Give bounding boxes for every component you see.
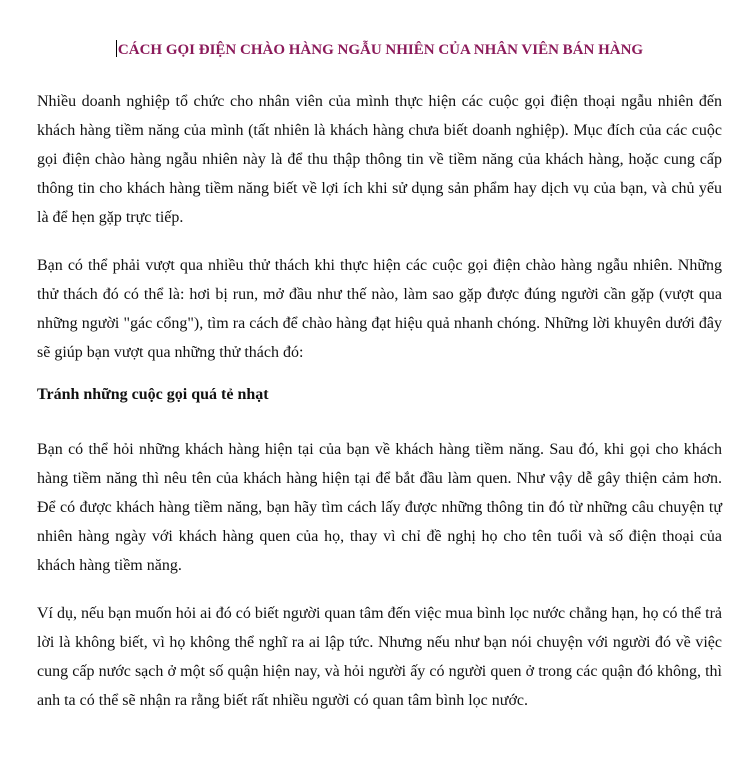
paragraph-intro: Nhiều doanh nghiệp tổ chức cho nhân viên của mình thực hiện các cuộc gọi điện thoại ngẫu nhiên đến khách hàng tiềm năng của mình (tất nhiên là khách hàng chưa biết doanh nghiệp). Mục đích của các cuộc gọi điện chào hàng ngẫu nhiên này là để thu thập thông tin về tiềm năng của khách hàng, hoặc cung cấp thông tin cho khách hàng tiềm năng biết về lợi ích khi sử dụng sản phẩm hay dịch vụ của bạn, và chủ yếu là để hẹn gặp trực tiếp. (37, 93, 722, 226)
text-cursor (116, 40, 117, 57)
paragraph-ask-customers: Bạn có thể hỏi những khách hàng hiện tại của bạn về khách hàng tiềm năng. Sau đó, khi gọi cho khách hàng tiềm năng thì nêu tên của khách hàng hiện tại để bắt đầu làm quen. Như vậy dễ gây thiện cảm hơn. Để có được khách hàng tiềm năng, bạn hãy tìm cách lấy được những thông tin đó từ những câu chuyện tự nhiên hàng ngày với khách hàng quen của họ, thay vì chỉ đề nghị họ cho tên tuổi và số điện thoại của khách hàng tiềm năng. (37, 441, 722, 574)
title-block (37, 40, 722, 59)
document-title: CÁCH GỌI ĐIỆN CHÀO HÀNG NGẪU NHIÊN CỦA NHÂN VIÊN BÁN HÀNG (117, 42, 644, 58)
paragraph-challenges: Bạn có thể phải vượt qua nhiều thử thách khi thực hiện các cuộc gọi điện chào hàng ngẫu nhiên. Những thử thách đó có thể là: hơi bị run, mở đầu như thế nào, làm sao gặp được đúng người cần gặp (vượt qua những người "gác cổng"), tìm ra cách để chào hàng đạt hiệu quả nhanh chóng. Những lời khuyên dưới đây sẽ giúp bạn vượt qua những thử thách đó: (37, 257, 722, 361)
paragraph-example: Ví dụ, nếu bạn muốn hỏi ai đó có biết người quan tâm đến việc mua bình lọc nước chẳng hạn, họ có thể trả lời là không biết, vì họ không thể nghĩ ra ai lập tức. Nhưng nếu như bạn nói chuyện với người đó về việc cung cấp nước sạch ở một số quận hiện nay, và hỏi người ấy có người quen ở trong các quận đó không, thì anh ta có thể sẽ nhận ra rằng biết rất nhiều người có quan tâm bình lọc nước. (37, 605, 722, 709)
section-heading: Tránh những cuộc gọi quá tẻ nhạt (37, 386, 269, 403)
